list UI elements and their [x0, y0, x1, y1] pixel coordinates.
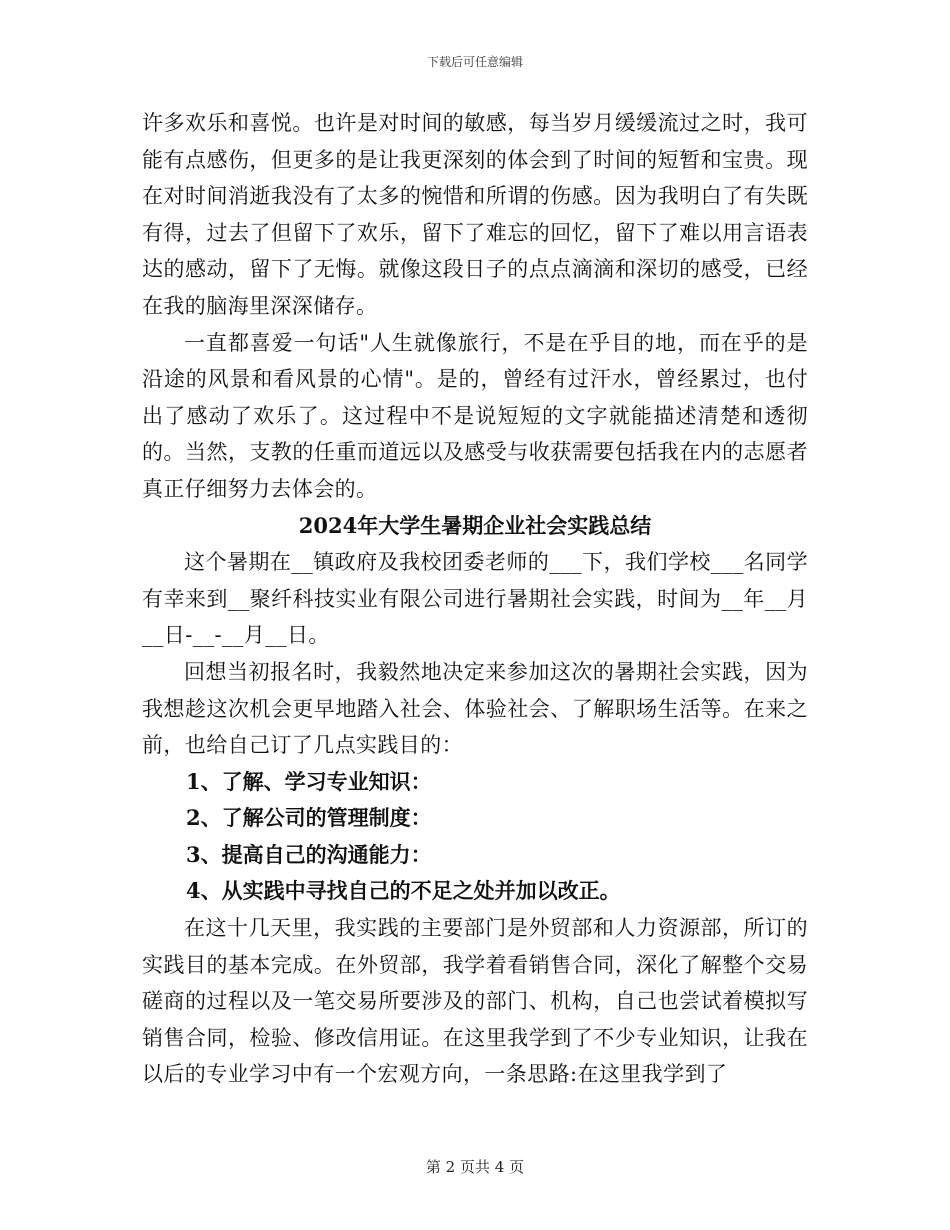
paragraph-motivation: 回想当初报名时，我毅然地决定来参加这次的暑期社会实践，因为我想趁这次机会更早地踏入社会、体验社会、了解职场生活等。在来之前，也给自己订了几点实践目的： — [142, 659, 808, 758]
goal-item-2: 2、了解公司的管理制度： — [186, 805, 432, 831]
goal-item-1: 1、了解、学习专业知识： — [186, 768, 432, 794]
paragraph-practice: 在这十几天里，我实践的主要部门是外贸部和人力资源部，所订的实践目的基本完成。在外贸部，我学着看销售合同，深化了解整个交易磋商的过程以及一笔交易所要涉及的部门、机构，自己也尝试着模拟写销售合同，检验、修改信用证。在这里我学到了不少专业知识，让我在以后的专业学习中有一个宏观方向，一条思路:在这里我学到了 — [142, 916, 808, 1087]
paragraph-intro: 这个暑期在__镇政府及我校团委老师的___下，我们学校___名同学有幸来到__聚纤科技实业有限公司进行暑期社会实践，时间为__年__月__日-__-__月__日。 — [142, 550, 808, 648]
goal-item-3: 3、提高自己的沟通能力： — [186, 841, 432, 867]
paragraph-continued: 许多欢乐和喜悦。也许是对时间的敏感，每当岁月缓缓流过之时，我可能有点感伤，但更多的是让我更深刻的体会到了时间的短暂和宝贵。现在对时间消逝我没有了太多的惋惜和所谓的伤感。因为我明白了有失既有得，过去了但留下了欢乐，留下了难忘的回忆，留下了难以用言语表达的感动，留下了无悔。就像这段日子的点点滴滴和深切的感受，已经在我的脑海里深深储存。 — [142, 111, 808, 318]
section-title: 2024年大学生暑期企业社会实践总结 — [298, 512, 652, 538]
page-footer: 第 2 页共 4 页 — [425, 1158, 525, 1176]
goal-item-4: 4、从实践中寻找自己的不足之处并加以改正。 — [186, 878, 621, 904]
paragraph-quote: 一直都喜爱一句话"人生就像旅行，不是在乎目的地，而在乎的是沿途的风景和看风景的心情"。是的，曾经有过汗水，曾经累过，也付出了感动了欢乐了。这过程中不是说短短的文字就能描述清楚和透彻的。当然，支教的任重而道远以及感受与收获需要包括我在内的志愿者真正仔细努力去体会的。 — [142, 330, 808, 501]
document-body — [142, 105, 808, 1093]
page-header: 下载后可任意编辑 — [426, 55, 523, 69]
